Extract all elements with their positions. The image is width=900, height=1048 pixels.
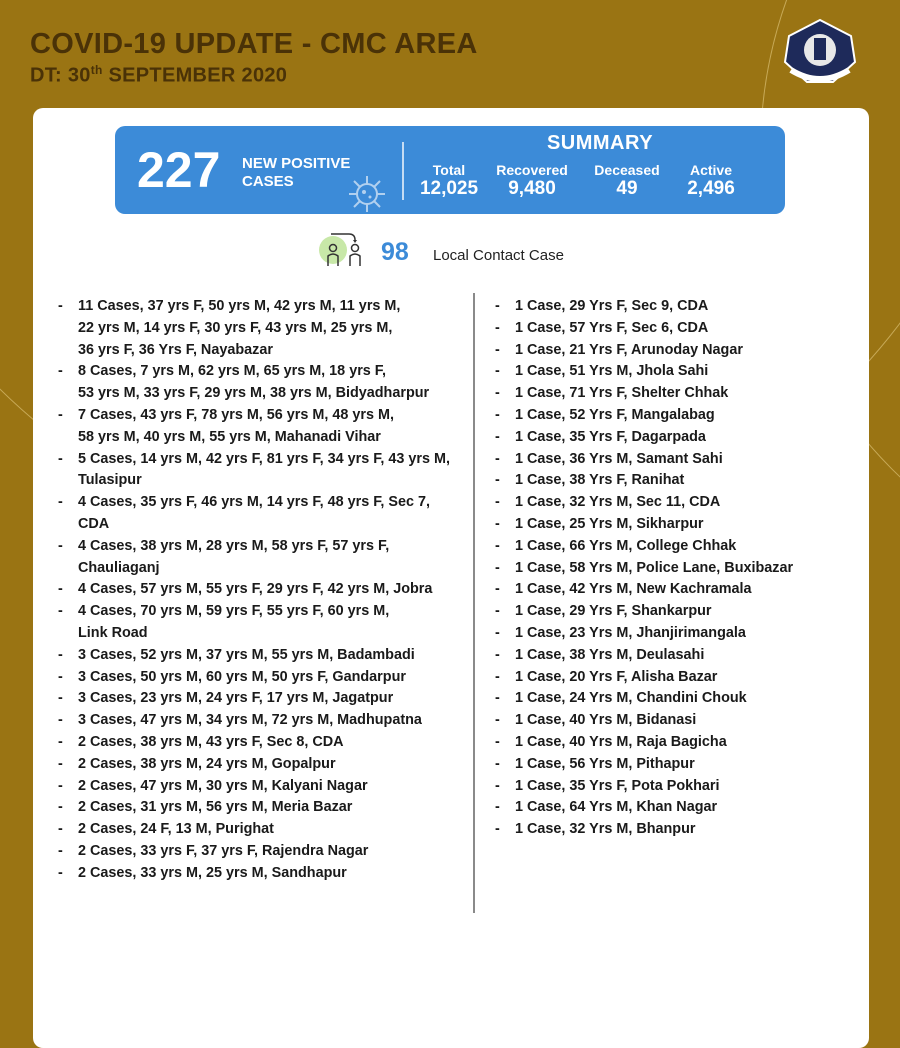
summary-divider [402, 142, 404, 200]
contact-count: 98 [381, 238, 409, 266]
stat-recovered [487, 162, 577, 200]
stat-label: Deceased [594, 162, 660, 178]
case-item: - 1 Case, 29 Yrs F, Sec 9, CDA [495, 296, 865, 318]
left-case-list [58, 296, 473, 885]
case-item: - 1 Case, 24 Yrs M, Chandini Chouk [495, 688, 865, 710]
case-item: - 1 Case, 57 Yrs F, Sec 6, CDA [495, 318, 865, 340]
case-item: - 4 Cases, 70 yrs M, 59 yrs F, 55 yrs F, 60 yrs M, Link Road [58, 601, 473, 645]
page-date: DT: 30th SEPTEMBER 2020 [30, 63, 288, 87]
case-item: - 1 Case, 51 Yrs M, Jhola Sahi [495, 361, 865, 383]
stat-value: 12,025 [419, 178, 479, 199]
case-item: - 1 Case, 71 Yrs F, Shelter Chhak [495, 383, 865, 405]
cmc-logo [781, 16, 859, 88]
content-card [33, 108, 869, 1048]
case-item: - 11 Cases, 37 yrs F, 50 yrs M, 42 yrs M, 11 yrs M, 22 yrs M, 14 yrs F, 30 yrs F, 43 yrs M, 25 yrs M, 36 yrs F, 36 Yrs F, Nayabazar [58, 296, 473, 361]
case-item: - 4 Cases, 57 yrs M, 55 yrs F, 29 yrs F, 42 yrs M, Jobra [58, 579, 473, 601]
stat-label: Total [432, 162, 466, 178]
summary-box [115, 126, 785, 214]
case-item: - 3 Cases, 23 yrs M, 24 yrs F, 17 yrs M, Jagatpur [58, 688, 473, 710]
case-item: - 2 Cases, 31 yrs M, 56 yrs M, Meria Bazar [58, 797, 473, 819]
stat-label: Recovered [496, 162, 568, 178]
virus-icon [347, 174, 387, 214]
case-item: - 1 Case, 23 Yrs M, Jhanjirimangala [495, 623, 865, 645]
contact-people-icon [319, 228, 367, 276]
summary-title: SUMMARY [546, 132, 654, 154]
case-item: - 1 Case, 29 Yrs F, Shankarpur [495, 601, 865, 623]
case-item: - 1 Case, 52 Yrs F, Mangalabag [495, 405, 865, 427]
case-item: - 1 Case, 32 Yrs M, Sec 11, CDA [495, 492, 865, 514]
case-item: - 1 Case, 38 Yrs M, Deulasahi [495, 645, 865, 667]
case-item: - 1 Case, 35 Yrs F, Dagarpada [495, 427, 865, 449]
case-item: - 1 Case, 58 Yrs M, Police Lane, Buxibazar [495, 558, 865, 580]
new-positive-count: 227 [137, 142, 221, 198]
case-item: - 3 Cases, 50 yrs M, 60 yrs M, 50 yrs F, Gandarpur [58, 667, 473, 689]
stat-value: 2,496 [687, 178, 735, 199]
case-item: - 3 Cases, 47 yrs M, 34 yrs M, 72 yrs M, Madhupatna [58, 710, 473, 732]
case-item: - 2 Cases, 47 yrs M, 30 yrs M, Kalyani Nagar [58, 776, 473, 798]
column-divider [473, 293, 475, 913]
stat-label: Active [689, 162, 733, 178]
stat-deceased [585, 162, 669, 200]
case-item: - 1 Case, 36 Yrs M, Samant Sahi [495, 449, 865, 471]
page-title: COVID-19 UPDATE - CMC AREA [30, 28, 478, 60]
stat-value: 49 [616, 178, 638, 199]
case-item: - 1 Case, 66 Yrs M, College Chhak [495, 536, 865, 558]
case-item: - 8 Cases, 7 yrs M, 62 yrs M, 65 yrs M, 18 yrs F, 53 yrs M, 33 yrs F, 29 yrs M, 38 yrs M, Bidyadharpur [58, 361, 473, 405]
stat-value: 9,480 [508, 178, 556, 199]
case-item: - 4 Cases, 35 yrs F, 46 yrs M, 14 yrs F, 48 yrs F, Sec 7, CDA [58, 492, 473, 536]
case-item: - 1 Case, 32 Yrs M, Bhanpur [495, 819, 865, 841]
case-item: - 1 Case, 56 Yrs M, Pithapur [495, 754, 865, 776]
case-item: - 1 Case, 35 Yrs F, Pota Pokhari [495, 776, 865, 798]
right-case-list [495, 296, 865, 841]
local-contact [319, 228, 619, 280]
contact-label: Local Contact Case [433, 247, 564, 264]
stat-total [413, 162, 485, 200]
case-item: - 1 Case, 38 Yrs F, Ranihat [495, 470, 865, 492]
case-item: - 1 Case, 64 Yrs M, Khan Nagar [495, 797, 865, 819]
case-item: - 2 Cases, 38 yrs M, 24 yrs M, Gopalpur [58, 754, 473, 776]
case-item: - 5 Cases, 14 yrs M, 42 yrs F, 81 yrs F, 34 yrs F, 43 yrs M, Tulasipur [58, 449, 473, 493]
case-item: - 7 Cases, 43 yrs F, 78 yrs M, 56 yrs M, 48 yrs M, 58 yrs M, 40 yrs M, 55 yrs M, Mahanadi Vihar [58, 405, 473, 449]
case-item: - 1 Case, 40 Yrs M, Bidanasi [495, 710, 865, 732]
case-item: - 1 Case, 40 Yrs M, Raja Bagicha [495, 732, 865, 754]
case-item: - 4 Cases, 38 yrs M, 28 yrs M, 58 yrs F, 57 yrs F, Chauliaganj [58, 536, 473, 580]
case-item: - 2 Cases, 33 yrs F, 37 yrs F, Rajendra Nagar [58, 841, 473, 863]
case-item: - 3 Cases, 52 yrs M, 37 yrs M, 55 yrs M, Badambadi [58, 645, 473, 667]
new-positive-label: NEW POSITIVE CASES [242, 155, 351, 190]
case-item: - 1 Case, 20 Yrs F, Alisha Bazar [495, 667, 865, 689]
case-item: - 2 Cases, 24 F, 13 M, Purighat [58, 819, 473, 841]
case-item: - 1 Case, 21 Yrs F, Arunoday Nagar [495, 340, 865, 362]
case-item: - 1 Case, 25 Yrs M, Sikharpur [495, 514, 865, 536]
case-item: - 1 Case, 42 Yrs M, New Kachramala [495, 579, 865, 601]
stat-active [675, 162, 747, 200]
case-item: - 2 Cases, 38 yrs M, 43 yrs F, Sec 8, CDA [58, 732, 473, 754]
case-item: - 2 Cases, 33 yrs M, 25 yrs M, Sandhapur [58, 863, 473, 885]
